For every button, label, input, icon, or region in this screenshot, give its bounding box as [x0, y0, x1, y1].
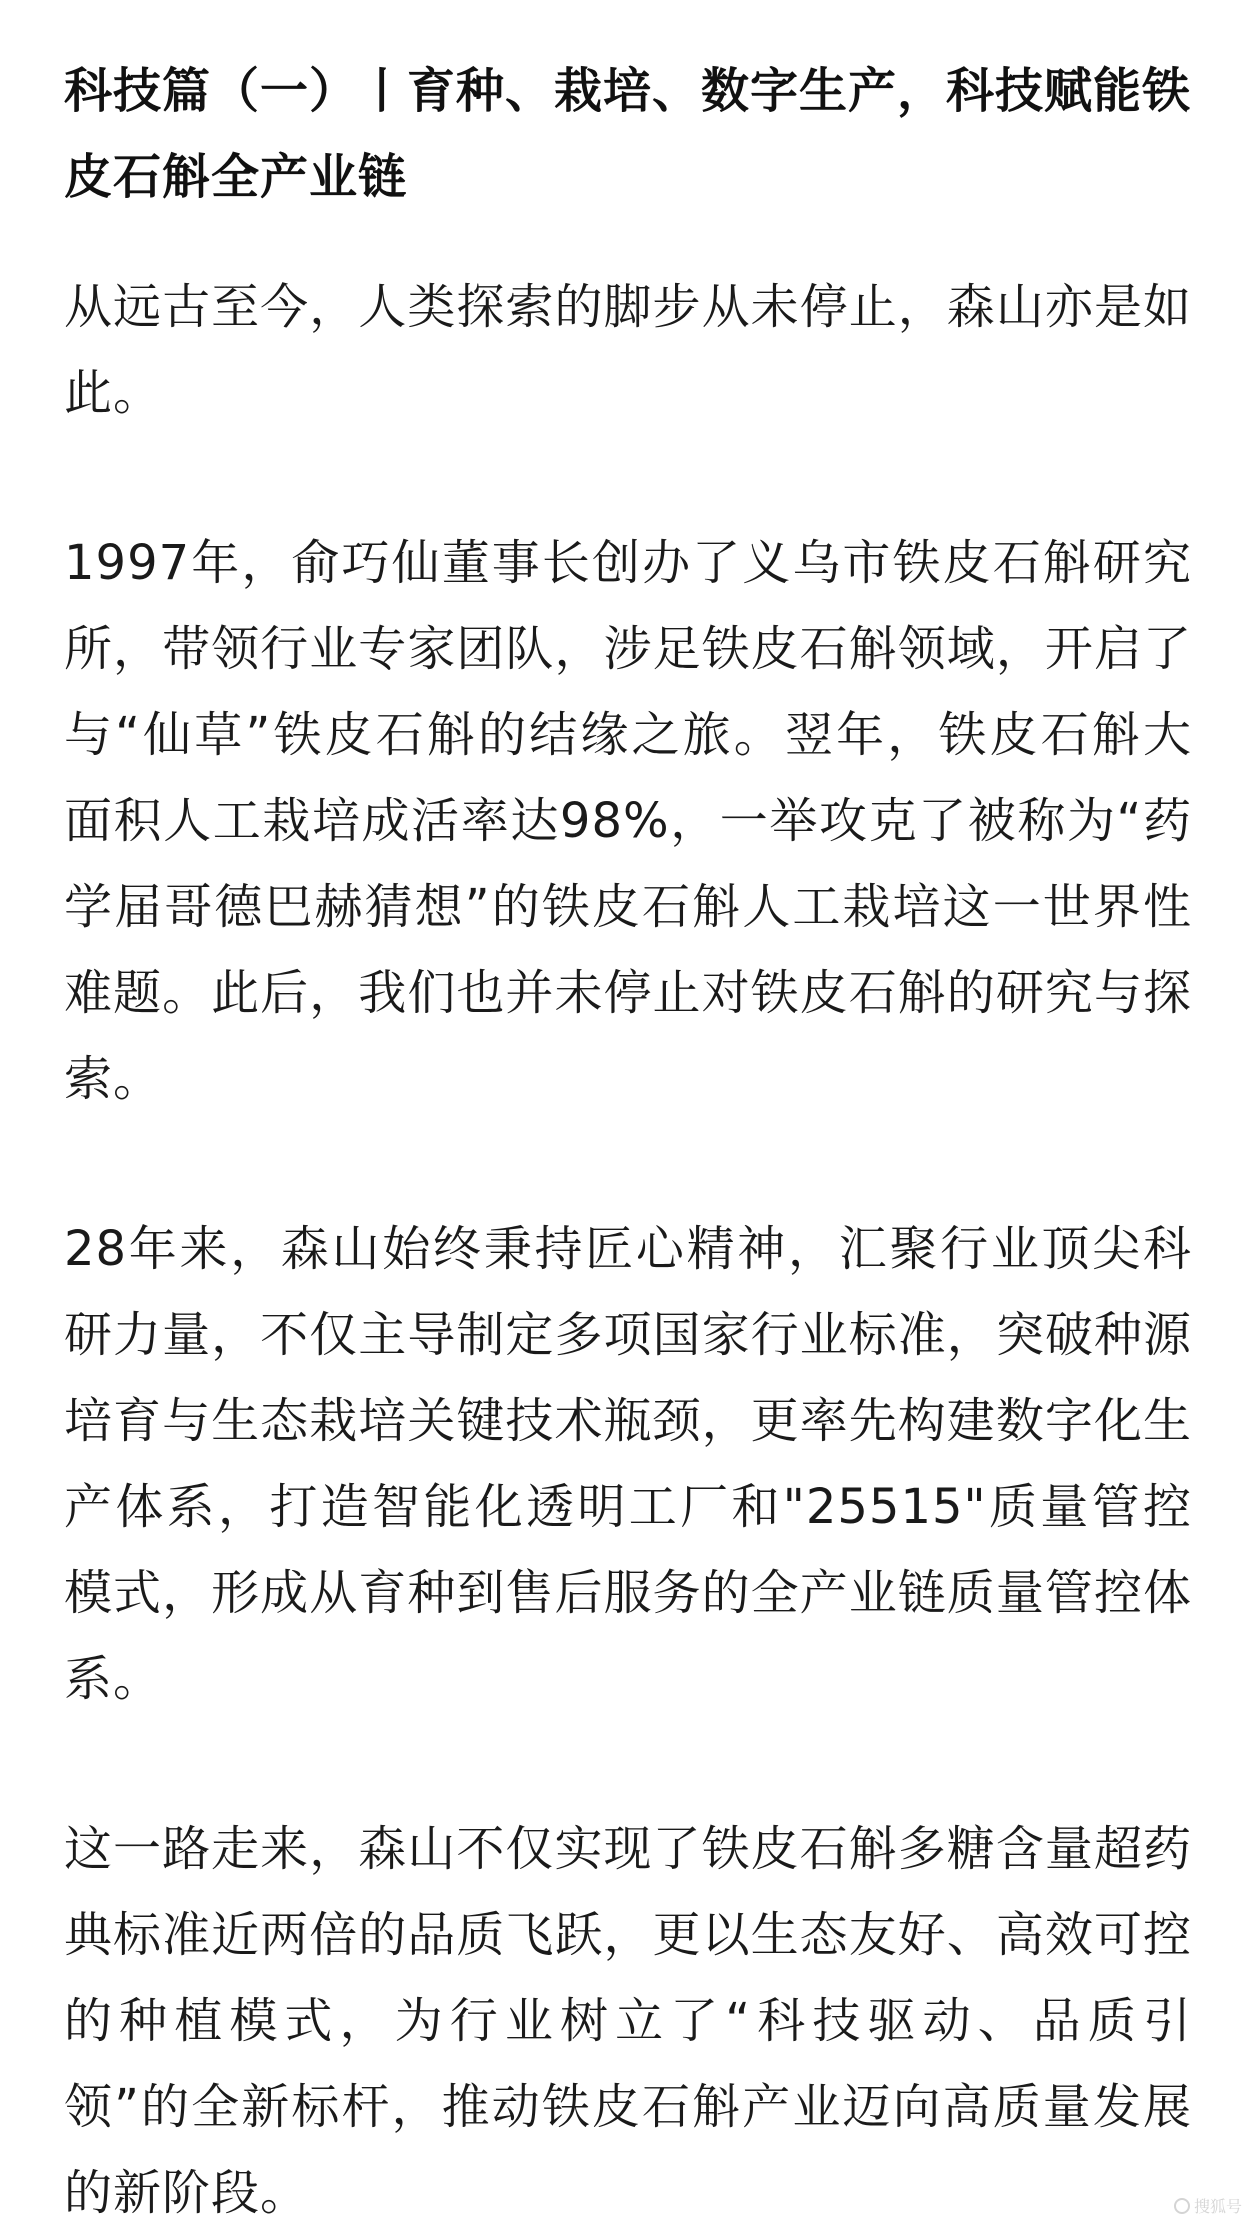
paragraph-intro: 从远古至今，人类探索的脚步从未停止，森山亦是如此。 [64, 279, 1192, 421]
paragraph-history: 1997年，俞巧仙董事长创办了义乌市铁皮石斛研究所，带领行业专家团队，涉足铁皮石斛领域，开启了与“仙草”铁皮石斛的结缘之旅。翌年，铁皮石斛大面积人工栽培成活率达98%，一举攻克了被称为“药学届哥德巴赫猜想”的铁皮石斛人工栽培这一世界性难题。此后，我们也并未停止对铁皮石斛的研究与探索。 [64, 535, 1192, 1107]
article [64, 48, 1192, 2236]
watermark-logo-icon [1174, 2198, 1190, 2214]
paragraph-conclusion: 这一路走来，森山不仅实现了铁皮石斛多糖含量超药典标准近两倍的品质飞跃，更以生态友好、高效可控的种植模式，为行业树立了“科技驱动、品质引领”的全新标杆，推动铁皮石斛产业迈向高质量发展的新阶段。 [64, 1821, 1192, 2221]
watermark [1174, 2194, 1242, 2217]
watermark-text: 搜狐号 [1193, 2197, 1242, 2216]
article-title: 科技篇（一）丨育种、栽培、数字生产，科技赋能铁皮石斛全产业链 [64, 63, 1192, 205]
paragraph-achievements: 28年来，森山始终秉持匠心精神，汇聚行业顶尖科研力量，不仅主导制定多项国家行业标准，突破种源培育与生态栽培关键技术瓶颈，更率先构建数字化生产体系，打造智能化透明工厂和"25515"质量管控模式，形成从育种到售后服务的全产业链质量管控体系。 [64, 1221, 1192, 1707]
